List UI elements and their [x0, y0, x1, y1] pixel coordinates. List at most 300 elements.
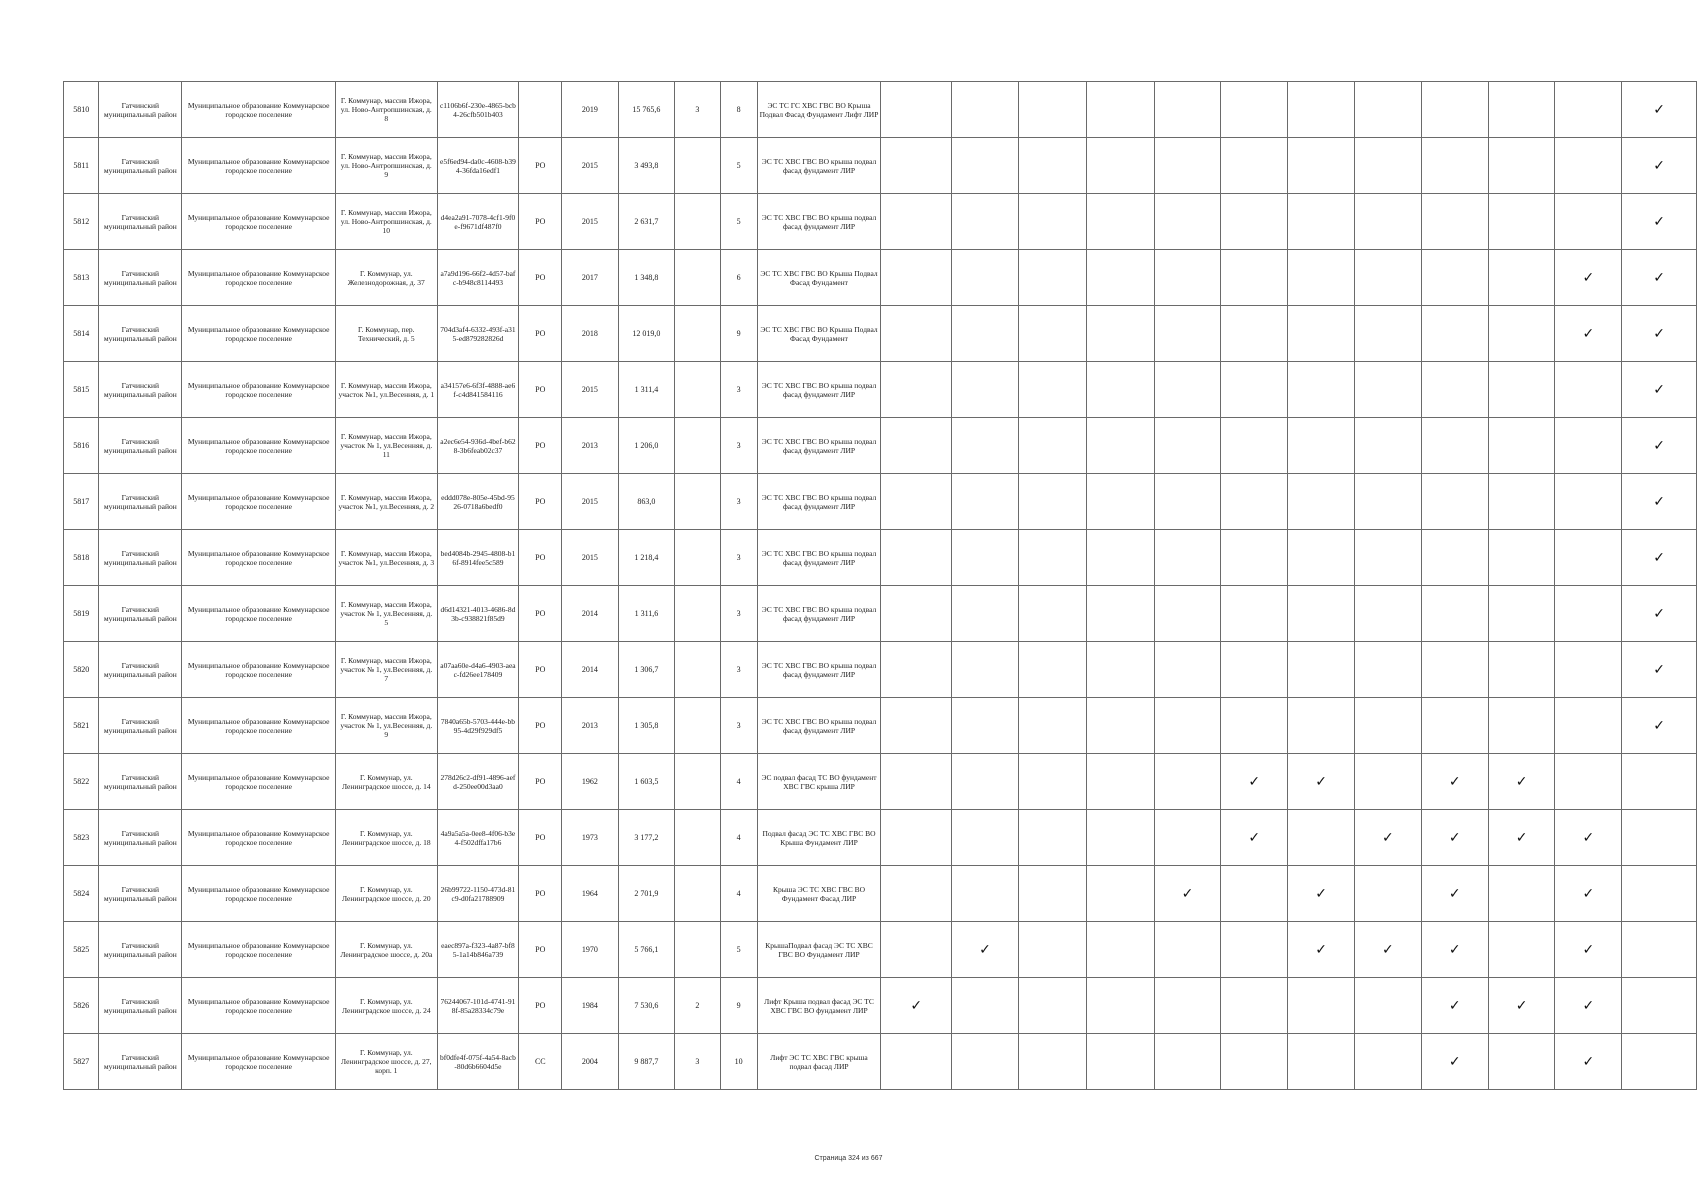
area-cell: 15 765,6 — [618, 82, 675, 138]
table-row — [64, 922, 1697, 978]
count-b-cell: 3 — [720, 418, 757, 474]
house-guid-cell: eddd078e-805e-45bd-9526-0718a6bedf0 — [437, 474, 519, 530]
address-cell: Г. Коммунар, массив Ижора, ул. Ново-Антропшинская, д. 10 — [336, 194, 437, 250]
address-cell: Г. Коммунар, массив Ижора, ул. Ново-Антропшинская, д. 9 — [336, 138, 437, 194]
works-list-cell: Лифт Крыша подвал фасад ЭС ТС ХВС ГВС ВО фундамент ЛИР — [757, 978, 881, 1034]
address-cell: Г. Коммунар, массив Ижора, ул. Ново-Антропшинская, д. 8 — [336, 82, 437, 138]
year-cell: 2013 — [562, 418, 618, 474]
checkmark-cell — [1018, 810, 1086, 866]
checkmark-cell — [1488, 530, 1555, 586]
checkmark-cell — [881, 922, 952, 978]
count-b-cell: 3 — [720, 642, 757, 698]
management-type-cell: РО — [519, 810, 562, 866]
checkmark-cell — [1154, 978, 1221, 1034]
checkmark-cell — [1288, 642, 1355, 698]
checkmark-cell — [1154, 306, 1221, 362]
count-b-cell: 3 — [720, 474, 757, 530]
year-cell: 1970 — [562, 922, 618, 978]
works-list-cell: ЭС ТС ХВС ГВС ВО Крыша Подвал Фасад Фундамент — [757, 306, 881, 362]
checkmark-cell — [1154, 586, 1221, 642]
checkmark-cell — [952, 194, 1019, 250]
checkmark-cell — [881, 754, 952, 810]
house-guid-cell: a07aa60e-d4a6-4903-aeac-fd26ee178409 — [437, 642, 519, 698]
area-cell: 1 603,5 — [618, 754, 675, 810]
house-guid-cell: d4ea2a91-7078-4cf1-9f0e-f9671df487f0 — [437, 194, 519, 250]
checkmark-cell — [1154, 82, 1221, 138]
checkmark-cell — [1622, 866, 1697, 922]
count-b-cell: 9 — [720, 978, 757, 1034]
area-cell: 1 305,8 — [618, 698, 675, 754]
checkmark-cell — [1288, 362, 1355, 418]
address-cell: Г. Коммунар, массив Ижора, участок № 1, ул.Весенняя, д. 9 — [336, 698, 437, 754]
checkmark-cell — [1488, 586, 1555, 642]
checkmark-cell: ✓ — [1622, 362, 1697, 418]
checkmark-cell — [1018, 1034, 1086, 1090]
table-row — [64, 474, 1697, 530]
row-number: 5826 — [64, 978, 99, 1034]
checkmark-cell — [1355, 194, 1422, 250]
works-list-cell: ЭС ТС ХВС ГВС ВО крыша подвал фасад фундамент ЛИР — [757, 418, 881, 474]
works-list-cell: ЭС подвал фасад ТС ВО фундамент ХВС ГВС крыша ЛИР — [757, 754, 881, 810]
works-list-cell: ЭС ТС ГС ХВС ГВС ВО Крыша Подвал Фасад Фундамент Лифт ЛИР — [757, 82, 881, 138]
checkmark-cell — [1018, 362, 1086, 418]
checkmark-cell: ✓ — [1421, 810, 1488, 866]
address-cell: Г. Коммунар, массив Ижора, участок № 1, ул.Весенняя, д. 7 — [336, 642, 437, 698]
checkmark-cell: ✓ — [1622, 586, 1697, 642]
checkmark-cell — [1355, 138, 1422, 194]
table-row — [64, 138, 1697, 194]
count-b-cell: 4 — [720, 866, 757, 922]
checkmark-cell: ✓ — [1488, 754, 1555, 810]
checkmark-cell: ✓ — [1622, 250, 1697, 306]
checkmark-cell: ✓ — [1622, 530, 1697, 586]
house-guid-cell: eaec897a-f323-4a87-bf85-1a14b846a739 — [437, 922, 519, 978]
management-type-cell: РО — [519, 698, 562, 754]
checkmark-cell — [1355, 1034, 1422, 1090]
checkmark-cell: ✓ — [881, 978, 952, 1034]
checkmark-cell — [1288, 978, 1355, 1034]
checkmark-cell — [1355, 250, 1422, 306]
area-cell: 2 631,7 — [618, 194, 675, 250]
table-body — [64, 82, 1697, 1090]
checkmark-cell — [881, 138, 952, 194]
count-a-cell — [675, 922, 720, 978]
checkmark-cell — [1288, 250, 1355, 306]
district-cell: Гатчинский муниципальный район — [99, 250, 182, 306]
checkmark-cell: ✓ — [1421, 978, 1488, 1034]
municipality-cell: Муниципальное образование Коммунарское городское поселение — [182, 418, 336, 474]
checkmark-cell: ✓ — [1555, 866, 1622, 922]
checkmark-cell — [1221, 586, 1288, 642]
district-cell: Гатчинский муниципальный район — [99, 922, 182, 978]
house-guid-cell: 7840a65b-5703-444e-bb95-4d29f929df5 — [437, 698, 519, 754]
count-a-cell: 3 — [675, 82, 720, 138]
address-cell: Г. Коммунар, массив Ижора, участок №1, ул.Весенняя, д. 3 — [336, 530, 437, 586]
municipality-cell: Муниципальное образование Коммунарское городское поселение — [182, 754, 336, 810]
checkmark-cell — [1221, 530, 1288, 586]
house-guid-cell: bed4084b-2945-4808-b16f-8914fee5c589 — [437, 530, 519, 586]
address-cell: Г. Коммунар, массив Ижора, участок №1, ул.Весенняя, д. 2 — [336, 474, 437, 530]
table-row — [64, 810, 1697, 866]
count-b-cell: 9 — [720, 306, 757, 362]
checkmark-cell: ✓ — [1421, 866, 1488, 922]
count-b-cell: 3 — [720, 362, 757, 418]
checkmark-cell — [1355, 586, 1422, 642]
works-list-cell: ЭС ТС ХВС ГВС ВО крыша подвал фасад фундамент ЛИР — [757, 586, 881, 642]
checkmark-cell — [1288, 82, 1355, 138]
checkmark-cell — [1488, 698, 1555, 754]
district-cell: Гатчинский муниципальный район — [99, 362, 182, 418]
checkmark-cell — [881, 306, 952, 362]
works-list-cell: ЭС ТС ХВС ГВС ВО крыша подвал фасад фундамент ЛИР — [757, 194, 881, 250]
row-number: 5824 — [64, 866, 99, 922]
checkmark-cell — [1087, 418, 1154, 474]
checkmark-cell — [1087, 530, 1154, 586]
municipality-cell: Муниципальное образование Коммунарское городское поселение — [182, 1034, 336, 1090]
checkmark-cell — [1087, 194, 1154, 250]
checkmark-cell — [1355, 82, 1422, 138]
checkmark-cell — [1154, 642, 1221, 698]
count-b-cell: 4 — [720, 754, 757, 810]
area-cell: 3 493,8 — [618, 138, 675, 194]
count-a-cell — [675, 866, 720, 922]
checkmark-cell — [1154, 530, 1221, 586]
management-type-cell — [519, 82, 562, 138]
year-cell: 2019 — [562, 82, 618, 138]
district-cell: Гатчинский муниципальный район — [99, 530, 182, 586]
management-type-cell: РО — [519, 418, 562, 474]
checkmark-cell — [1154, 810, 1221, 866]
table-row — [64, 866, 1697, 922]
count-a-cell: 3 — [675, 1034, 720, 1090]
checkmark-cell — [1018, 754, 1086, 810]
checkmark-cell — [1488, 474, 1555, 530]
house-guid-cell: c1106b6f-230e-4865-bcb4-26cfb501b403 — [437, 82, 519, 138]
row-number: 5813 — [64, 250, 99, 306]
checkmark-cell: ✓ — [1555, 250, 1622, 306]
year-cell: 1964 — [562, 866, 618, 922]
checkmark-cell — [1488, 138, 1555, 194]
checkmark-cell — [952, 82, 1019, 138]
checkmark-cell — [1018, 978, 1086, 1034]
row-number: 5827 — [64, 1034, 99, 1090]
count-b-cell: 4 — [720, 810, 757, 866]
management-type-cell: РО — [519, 138, 562, 194]
area-cell: 863,0 — [618, 474, 675, 530]
table-row — [64, 194, 1697, 250]
page-number: Страница 324 из 667 — [814, 1155, 883, 1162]
checkmark-cell — [952, 810, 1019, 866]
checkmark-cell — [1221, 418, 1288, 474]
checkmark-cell: ✓ — [1355, 810, 1422, 866]
district-cell: Гатчинский муниципальный район — [99, 866, 182, 922]
checkmark-cell — [1355, 530, 1422, 586]
municipality-cell: Муниципальное образование Коммунарское городское поселение — [182, 978, 336, 1034]
checkmark-cell — [1087, 1034, 1154, 1090]
works-list-cell: ЭС ТС ХВС ГВС ВО крыша подвал фасад фундамент ЛИР — [757, 474, 881, 530]
management-type-cell: РО — [519, 474, 562, 530]
checkmark-cell — [1087, 866, 1154, 922]
municipality-cell: Муниципальное образование Коммунарское городское поселение — [182, 810, 336, 866]
checkmark-cell — [952, 642, 1019, 698]
checkmark-cell — [1221, 306, 1288, 362]
checkmark-cell — [952, 474, 1019, 530]
count-b-cell: 8 — [720, 82, 757, 138]
table-row — [64, 586, 1697, 642]
checkmark-cell — [881, 1034, 952, 1090]
checkmark-cell — [1154, 474, 1221, 530]
year-cell: 2015 — [562, 362, 618, 418]
management-type-cell: РО — [519, 978, 562, 1034]
area-cell: 1 348,8 — [618, 250, 675, 306]
district-cell: Гатчинский муниципальный район — [99, 1034, 182, 1090]
works-list-cell: ЭС ТС ХВС ГВС ВО крыша подвал фасад фундамент ЛИР — [757, 642, 881, 698]
checkmark-cell — [1221, 866, 1288, 922]
checkmark-cell: ✓ — [1555, 306, 1622, 362]
checkmark-cell: ✓ — [1154, 866, 1221, 922]
checkmark-cell — [1018, 82, 1086, 138]
house-guid-cell: 278d26c2-df91-4896-aefd-250ee00d3aa0 — [437, 754, 519, 810]
municipality-cell: Муниципальное образование Коммунарское городское поселение — [182, 250, 336, 306]
checkmark-cell — [1555, 530, 1622, 586]
checkmark-cell — [1018, 530, 1086, 586]
works-list-cell: Подвал фасад ЭС ТС ХВС ГВС ВО Крыша Фундамент ЛИР — [757, 810, 881, 866]
checkmark-cell — [1221, 138, 1288, 194]
district-cell: Гатчинский муниципальный район — [99, 978, 182, 1034]
count-a-cell — [675, 586, 720, 642]
year-cell: 2018 — [562, 306, 618, 362]
checkmark-cell — [1622, 810, 1697, 866]
count-b-cell: 3 — [720, 698, 757, 754]
checkmark-cell — [1154, 250, 1221, 306]
checkmark-cell — [1555, 418, 1622, 474]
checkmark-cell — [1154, 194, 1221, 250]
row-number: 5819 — [64, 586, 99, 642]
checkmark-cell — [1288, 138, 1355, 194]
year-cell: 2004 — [562, 1034, 618, 1090]
row-number: 5823 — [64, 810, 99, 866]
management-type-cell: РО — [519, 194, 562, 250]
checkmark-cell — [1087, 978, 1154, 1034]
checkmark-cell — [1555, 474, 1622, 530]
count-b-cell: 3 — [720, 530, 757, 586]
table-row — [64, 754, 1697, 810]
count-b-cell: 5 — [720, 138, 757, 194]
checkmark-cell — [1154, 1034, 1221, 1090]
housing-register-table — [63, 81, 1697, 1090]
checkmark-cell — [952, 978, 1019, 1034]
municipality-cell: Муниципальное образование Коммунарское городское поселение — [182, 306, 336, 362]
table-row — [64, 250, 1697, 306]
table-row — [64, 1034, 1697, 1090]
checkmark-cell — [1221, 194, 1288, 250]
year-cell: 2017 — [562, 250, 618, 306]
municipality-cell: Муниципальное образование Коммунарское городское поселение — [182, 194, 336, 250]
district-cell: Гатчинский муниципальный район — [99, 698, 182, 754]
address-cell: Г. Коммунар, ул. Ленинградское шоссе, д. 18 — [336, 810, 437, 866]
checkmark-cell — [1355, 866, 1422, 922]
row-number: 5817 — [64, 474, 99, 530]
checkmark-cell — [1018, 138, 1086, 194]
checkmark-cell — [1087, 754, 1154, 810]
checkmark-cell: ✓ — [1555, 922, 1622, 978]
area-cell: 2 701,9 — [618, 866, 675, 922]
checkmark-cell: ✓ — [1421, 1034, 1488, 1090]
checkmark-cell — [1555, 362, 1622, 418]
works-list-cell: Лифт ЭС ТС ХВС ГВС крыша подвал фасад ЛИР — [757, 1034, 881, 1090]
checkmark-cell — [1421, 306, 1488, 362]
checkmark-cell — [1221, 642, 1288, 698]
checkmark-cell — [1221, 698, 1288, 754]
year-cell: 1973 — [562, 810, 618, 866]
house-guid-cell: a7a9d196-66f2-4d57-bafc-b948c8114493 — [437, 250, 519, 306]
checkmark-cell: ✓ — [1622, 698, 1697, 754]
year-cell: 2013 — [562, 698, 618, 754]
checkmark-cell — [1288, 194, 1355, 250]
checkmark-cell — [1154, 418, 1221, 474]
row-number: 5812 — [64, 194, 99, 250]
works-list-cell: КрышаПодвал фасад ЭС ТС ХВС ГВС ВО Фундамент ЛИР — [757, 922, 881, 978]
checkmark-cell — [1488, 250, 1555, 306]
area-cell: 5 766,1 — [618, 922, 675, 978]
checkmark-cell: ✓ — [1355, 922, 1422, 978]
checkmark-cell — [1154, 362, 1221, 418]
address-cell: Г. Коммунар, ул. Ленинградское шоссе, д. 14 — [336, 754, 437, 810]
checkmark-cell — [1421, 82, 1488, 138]
count-a-cell: 2 — [675, 978, 720, 1034]
checkmark-cell — [1087, 922, 1154, 978]
checkmark-cell: ✓ — [1488, 810, 1555, 866]
checkmark-cell — [1355, 978, 1422, 1034]
address-cell: Г. Коммунар, ул. Железнодорожная, д. 37 — [336, 250, 437, 306]
checkmark-cell: ✓ — [1622, 418, 1697, 474]
address-cell: Г. Коммунар, ул. Ленинградское шоссе, д. 20 — [336, 866, 437, 922]
municipality-cell: Муниципальное образование Коммунарское городское поселение — [182, 586, 336, 642]
table-row — [64, 362, 1697, 418]
checkmark-cell — [881, 418, 952, 474]
checkmark-cell — [1421, 530, 1488, 586]
checkmark-cell — [1421, 250, 1488, 306]
area-cell: 1 218,4 — [618, 530, 675, 586]
checkmark-cell — [1421, 474, 1488, 530]
checkmark-cell — [1355, 306, 1422, 362]
checkmark-cell — [1288, 418, 1355, 474]
checkmark-cell — [1018, 922, 1086, 978]
checkmark-cell — [1421, 418, 1488, 474]
checkmark-cell — [1018, 306, 1086, 362]
house-guid-cell: e5f6ed94-da0c-4608-b394-36fda16edf1 — [437, 138, 519, 194]
works-list-cell: Крыша ЭС ТС ХВС ГВС ВО Фундамент Фасад ЛИР — [757, 866, 881, 922]
municipality-cell: Муниципальное образование Коммунарское городское поселение — [182, 138, 336, 194]
checkmark-cell — [1018, 418, 1086, 474]
checkmark-cell — [1087, 586, 1154, 642]
count-a-cell — [675, 194, 720, 250]
address-cell: Г. Коммунар, ул. Ленинградское шоссе, д. 20а — [336, 922, 437, 978]
house-guid-cell: 4a9a5a5a-0ee8-4f06-b3e4-f502dffa17b6 — [437, 810, 519, 866]
management-type-cell: РО — [519, 866, 562, 922]
checkmark-cell — [1355, 698, 1422, 754]
row-number: 5811 — [64, 138, 99, 194]
checkmark-cell — [881, 82, 952, 138]
row-number: 5810 — [64, 82, 99, 138]
checkmark-cell: ✓ — [1622, 474, 1697, 530]
management-type-cell: РО — [519, 642, 562, 698]
checkmark-cell — [952, 698, 1019, 754]
row-number: 5815 — [64, 362, 99, 418]
checkmark-cell — [952, 866, 1019, 922]
checkmark-cell — [1221, 978, 1288, 1034]
district-cell: Гатчинский муниципальный район — [99, 754, 182, 810]
municipality-cell: Муниципальное образование Коммунарское городское поселение — [182, 362, 336, 418]
checkmark-cell — [1087, 362, 1154, 418]
year-cell: 2014 — [562, 642, 618, 698]
address-cell: Г. Коммунар, пер. Технический, д. 5 — [336, 306, 437, 362]
checkmark-cell — [1421, 586, 1488, 642]
count-a-cell — [675, 698, 720, 754]
checkmark-cell — [1622, 922, 1697, 978]
checkmark-cell — [1087, 642, 1154, 698]
management-type-cell: РО — [519, 250, 562, 306]
checkmark-cell — [1488, 194, 1555, 250]
works-list-cell: ЭС ТС ХВС ГВС ВО крыша подвал фасад фундамент ЛИР — [757, 698, 881, 754]
checkmark-cell — [881, 194, 952, 250]
row-number: 5816 — [64, 418, 99, 474]
checkmark-cell — [952, 306, 1019, 362]
municipality-cell: Муниципальное образование Коммунарское городское поселение — [182, 530, 336, 586]
checkmark-cell — [1288, 1034, 1355, 1090]
checkmark-cell — [881, 530, 952, 586]
checkmark-cell — [1355, 642, 1422, 698]
checkmark-cell — [1355, 474, 1422, 530]
count-a-cell — [675, 754, 720, 810]
checkmark-cell — [1087, 474, 1154, 530]
year-cell: 2015 — [562, 474, 618, 530]
checkmark-cell — [1488, 362, 1555, 418]
district-cell: Гатчинский муниципальный район — [99, 418, 182, 474]
checkmark-cell — [1087, 82, 1154, 138]
checkmark-cell — [1555, 82, 1622, 138]
checkmark-cell — [1288, 810, 1355, 866]
municipality-cell: Муниципальное образование Коммунарское городское поселение — [182, 82, 336, 138]
count-b-cell: 3 — [720, 586, 757, 642]
checkmark-cell — [1555, 642, 1622, 698]
checkmark-cell — [1221, 1034, 1288, 1090]
checkmark-cell — [881, 698, 952, 754]
checkmark-cell — [881, 810, 952, 866]
district-cell: Гатчинский муниципальный район — [99, 138, 182, 194]
checkmark-cell — [1288, 698, 1355, 754]
checkmark-cell — [1488, 1034, 1555, 1090]
management-type-cell: РО — [519, 754, 562, 810]
checkmark-cell — [1622, 754, 1697, 810]
area-cell: 1 306,7 — [618, 642, 675, 698]
checkmark-cell — [1154, 698, 1221, 754]
checkmark-cell: ✓ — [1622, 306, 1697, 362]
area-cell: 1 311,6 — [618, 586, 675, 642]
district-cell: Гатчинский муниципальный район — [99, 810, 182, 866]
checkmark-cell — [881, 642, 952, 698]
checkmark-cell: ✓ — [1555, 1034, 1622, 1090]
checkmark-cell — [1555, 754, 1622, 810]
checkmark-cell: ✓ — [1421, 922, 1488, 978]
table-row — [64, 698, 1697, 754]
table-row — [64, 978, 1697, 1034]
house-guid-cell: 704d3af4-6332-493f-a315-ed879282826d — [437, 306, 519, 362]
works-list-cell: ЭС ТС ХВС ГВС ВО Крыша Подвал Фасад Фундамент — [757, 250, 881, 306]
count-b-cell: 5 — [720, 194, 757, 250]
checkmark-cell: ✓ — [1555, 810, 1622, 866]
checkmark-cell — [952, 754, 1019, 810]
